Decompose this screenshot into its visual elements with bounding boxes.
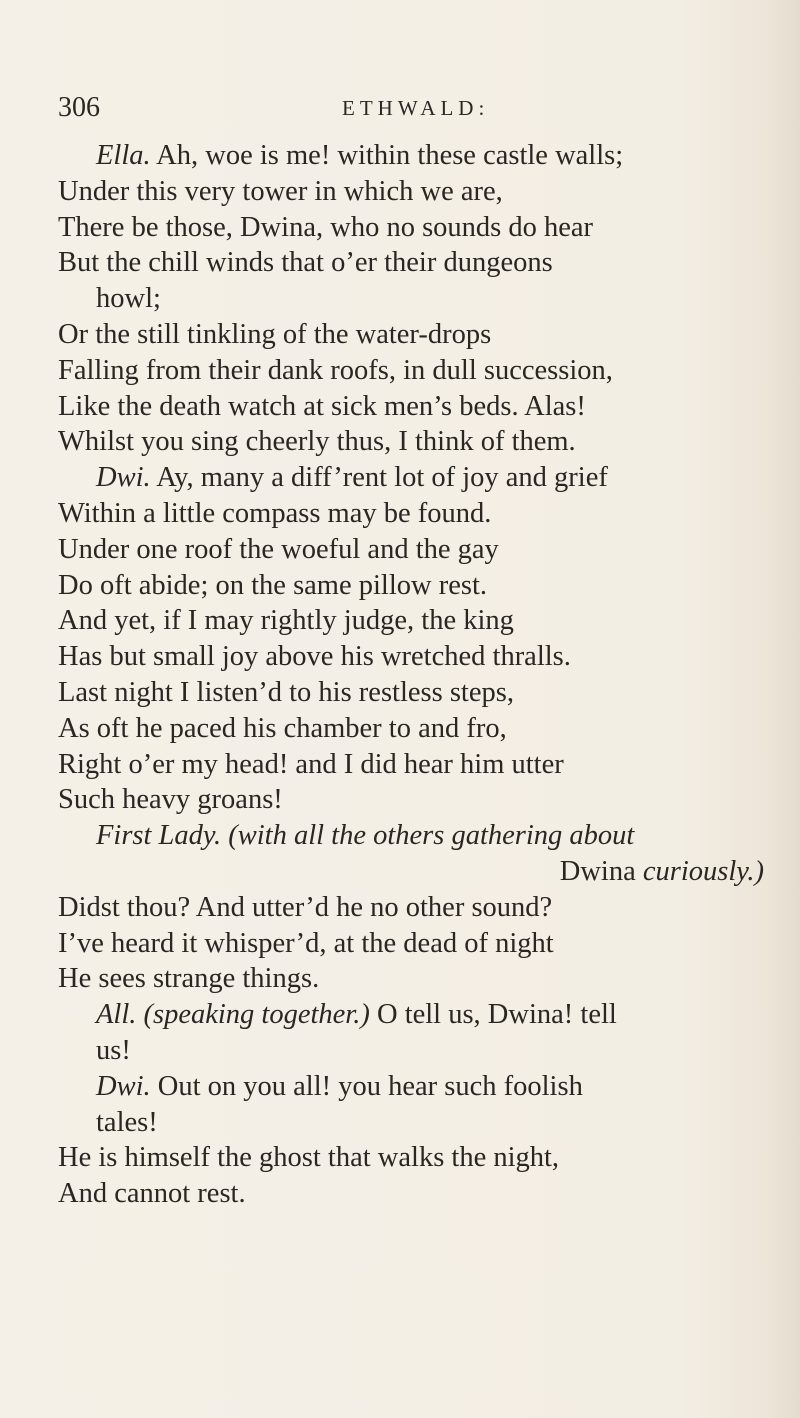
verse-line xyxy=(58,389,770,425)
stage-direction-line xyxy=(58,818,770,854)
line-text: As oft he paced his chamber to and fro, xyxy=(58,712,507,744)
verse-line xyxy=(58,460,770,496)
verse-line xyxy=(58,1140,770,1176)
line-text: us! xyxy=(96,1034,131,1066)
line-text: There be those, Dwina, who no sounds do hear xyxy=(58,211,594,243)
line-text: And yet, if I may rightly judge, the king xyxy=(58,605,514,637)
line-text: Has but small joy above his wretched thralls. xyxy=(58,641,571,673)
verse-line xyxy=(58,1033,770,1069)
line-text: And cannot rest. xyxy=(58,1178,246,1210)
verse-text xyxy=(58,138,770,1212)
line-text: But the chill winds that o’er their dungeons xyxy=(58,247,553,279)
line-text: Falling from their dank roofs, in dull succession, xyxy=(58,354,613,386)
verse-line xyxy=(58,1105,770,1141)
line-text: I’ve heard it whisper’d, at the dead of night xyxy=(58,927,554,959)
verse-line xyxy=(58,890,770,926)
verse-line xyxy=(58,138,770,174)
line-text: Didst thou? And utter’d he no other sound? xyxy=(58,891,553,923)
verse-line xyxy=(58,281,770,317)
character-name: Dwina xyxy=(559,855,636,887)
speaker-name: Dwi. xyxy=(96,462,151,494)
page-number: 306 xyxy=(58,92,100,123)
speaker-name: Ella. xyxy=(96,140,151,171)
line-text: Out on you all! you hear such foolish xyxy=(150,1070,583,1102)
line-text: Ay, many a diff’rent lot of joy and grief xyxy=(150,462,608,494)
line-text: Ah, woe is me! within these castle walls; xyxy=(150,140,624,171)
verse-line xyxy=(58,711,770,747)
line-text: Such heavy groans! xyxy=(58,784,283,816)
line-text: O tell us, Dwina! tell xyxy=(369,999,617,1031)
line-text: Right o’er my head! and I did hear him utter xyxy=(58,748,564,780)
verse-line xyxy=(58,675,770,711)
verse-line xyxy=(58,210,770,246)
verse-line xyxy=(58,1176,770,1212)
stage-direction: (with all the others gathering about xyxy=(221,820,635,852)
verse-line xyxy=(58,961,770,997)
speaker-name: All. xyxy=(96,999,137,1031)
verse-line xyxy=(58,568,770,604)
verse-line xyxy=(58,747,770,783)
stage-direction-line xyxy=(58,854,770,890)
stage-direction: (speaking together.) xyxy=(136,999,370,1031)
line-text: Last night I listen’d to his restless steps, xyxy=(58,676,514,708)
verse-line xyxy=(58,353,770,389)
line-text: Whilst you sing cheerly thus, I think of them. xyxy=(58,426,576,458)
speaker-name: First Lady. xyxy=(96,820,222,852)
verse-line xyxy=(58,997,770,1033)
verse-line xyxy=(58,926,770,962)
verse-line xyxy=(58,1069,770,1105)
line-text: Within a little compass may be found. xyxy=(58,497,492,529)
line-text: He sees strange things. xyxy=(58,963,320,995)
verse-line xyxy=(58,639,770,675)
verse-line xyxy=(58,174,770,210)
line-text: Under one roof the woeful and the gay xyxy=(58,533,499,565)
line-text: Do oft abide; on the same pillow rest. xyxy=(58,569,487,601)
line-text: tales! xyxy=(96,1106,158,1138)
stage-direction: curiously.) xyxy=(635,855,764,887)
verse-line xyxy=(58,317,770,353)
line-text: Under this very tower in which we are, xyxy=(58,175,503,207)
line-text: Like the death watch at sick men’s beds. Alas! xyxy=(58,390,586,422)
page-header xyxy=(58,92,758,132)
line-text: howl; xyxy=(96,283,161,315)
speaker-name: Dwi. xyxy=(96,1070,151,1102)
verse-line xyxy=(58,424,770,460)
verse-line xyxy=(58,245,770,281)
verse-line xyxy=(58,603,770,639)
line-text: He is himself the ghost that walks the night, xyxy=(58,1142,560,1174)
verse-line xyxy=(58,496,770,532)
running-head: ETHWALD: xyxy=(342,96,490,120)
verse-line xyxy=(58,782,770,818)
verse-line xyxy=(58,532,770,568)
line-text: Or the still tinkling of the water-drops xyxy=(58,318,492,350)
